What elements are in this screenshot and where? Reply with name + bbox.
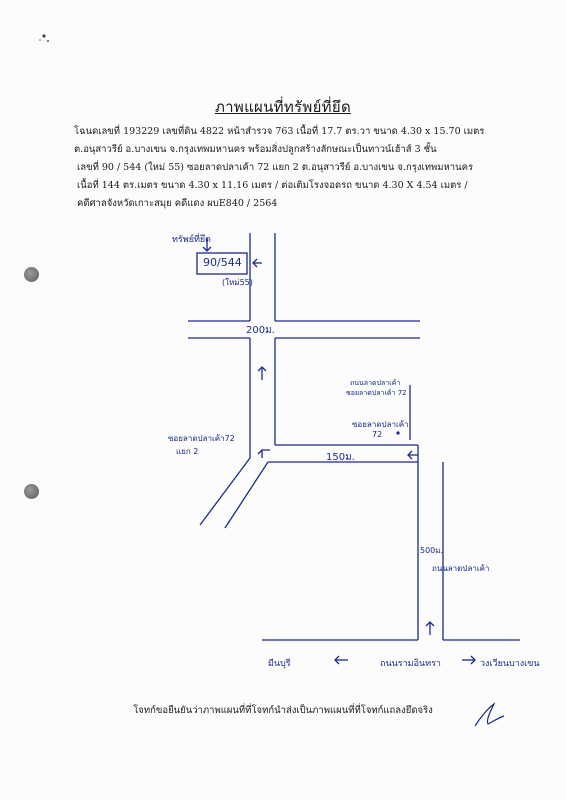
- deed-line-1: โฉนดเลขที่ 193229 เลขที่ดิน 4822 หน้าสำรวจ 763 เนื้อที่ 17.7 ตร.วา ขนาด 4.30 x 15.70 เมตร: [74, 126, 485, 137]
- dist-500-label: 500ม.: [420, 546, 444, 555]
- road-150-label: 150ม.: [326, 452, 355, 463]
- property-marker-label: ทรัพย์ที่ยึด: [172, 235, 212, 245]
- note-line-1: ถนนลาดปลาเค้า: [350, 379, 401, 387]
- soi-label-1: ซอยลาดปลาเค้า72: [168, 434, 235, 443]
- soi72-label-2: 72: [372, 430, 383, 439]
- footer-statement: โจทก์ขอยืนยันว่าภาพแผนที่ที่โจทก์นำส่งเป็นภาพแผนที่ที่โจทก์แถลงยึดจริง: [133, 705, 433, 716]
- road-200-label: 200ม.: [246, 325, 275, 336]
- house-new-number: (ใหม่55): [222, 278, 253, 287]
- left-direction-label: มีนบุรี: [268, 659, 291, 669]
- soi72-label-1: ซอยลาดปลาเค้า: [352, 420, 409, 429]
- note-line-2: ซอยลาดปลาเค้า 72: [346, 389, 407, 397]
- deed-line-5: คดีศาลจังหวัดเกาะสมุย คดีแดง ผบE840 / 2564: [77, 198, 278, 209]
- main-soi-label: ถนนลาดปลาเค้า: [432, 564, 490, 573]
- soi-label-2: แยก 2: [176, 447, 199, 456]
- signature: [470, 700, 510, 734]
- document-title: ภาพแผนที่ทรัพย์ที่ยึด: [214, 98, 352, 116]
- deed-line-3: เลขที่ 90 / 544 (ใหม่ 55) ซอยลาดปลาเค้า 72 แยก 2 ต.อนุสาวรีย์ อ.บางเขน จ.กรุงเทพมหานคร: [77, 162, 474, 173]
- main-road-label: ถนนรามอินทรา: [380, 659, 441, 669]
- map-roads: [188, 233, 520, 640]
- right-direction-label: วงเวียนบางเขน: [480, 659, 540, 669]
- deed-line-4: เนื้อที่ 144 ตร.เมตร ขนาด 4.30 x 11.16 เมตร / ต่อเติมโรงจอดรถ ขนาด 4.30 X 4.54 เมตร /: [77, 180, 468, 191]
- marker-dot: [396, 431, 399, 434]
- deed-line-2: ต.อนุสาวรีย์ อ.บางเขน จ.กรุงเทพมหานคร พร้อมสิ่งปลูกสร้างลักษณะเป็นทาวน์เฮ้าส์ 3 ชั้น: [74, 144, 437, 155]
- house-number: 90/544: [203, 256, 242, 269]
